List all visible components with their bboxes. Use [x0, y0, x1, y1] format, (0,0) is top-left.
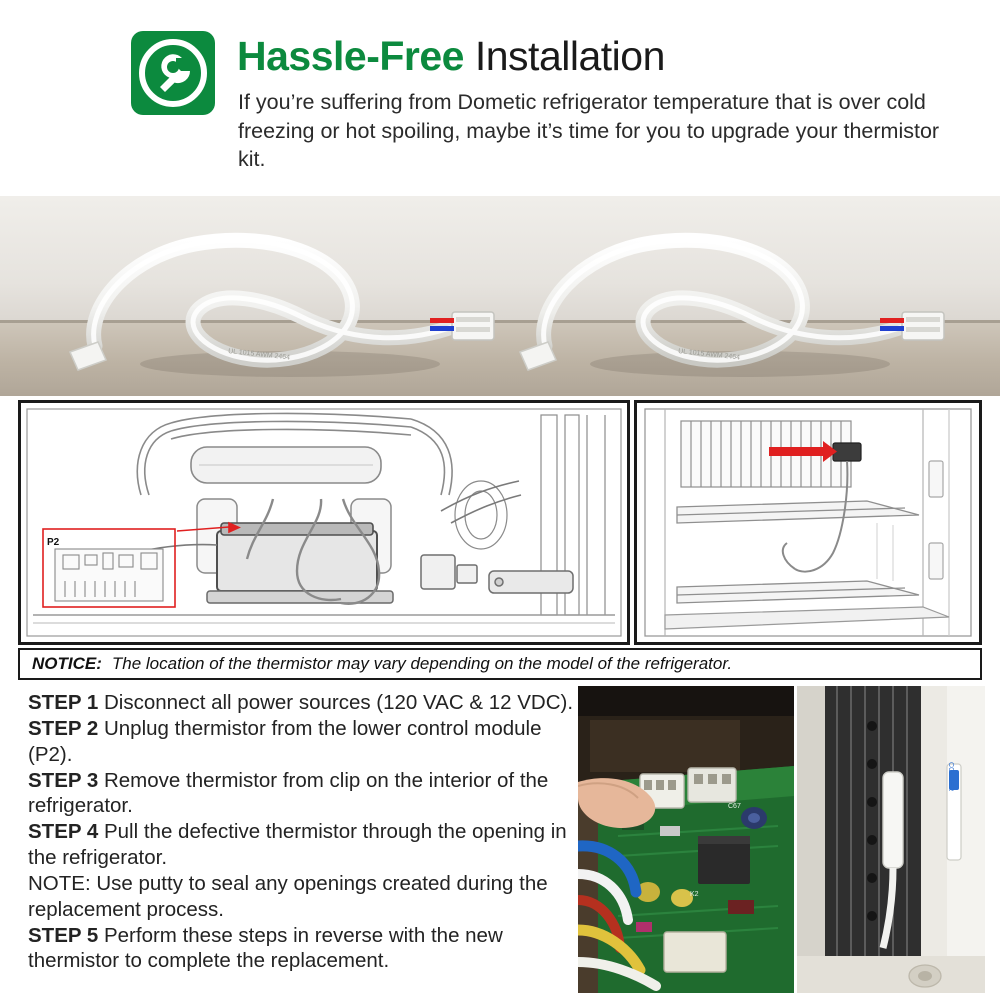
step-item — [28, 819, 573, 870]
step-label: STEP 2 — [28, 717, 99, 741]
step-label: STEP 4 — [28, 820, 99, 844]
refrigerator-interior-diagram — [634, 400, 982, 645]
notice-bar — [18, 648, 982, 680]
note-label: NOTE: — [28, 872, 91, 896]
page-title-highlight: Hassle-Free — [237, 33, 464, 79]
refrigerator-rear-assembly-diagram — [18, 400, 630, 645]
steps-list — [28, 690, 573, 975]
svg-text:K2: K2 — [690, 891, 699, 898]
thermistor-clip-photo — [797, 686, 985, 993]
thermistor-cable-right — [520, 240, 944, 370]
thermistor-cable-photo — [0, 196, 1000, 396]
note-item — [28, 871, 573, 922]
step-text: Unplug thermistor from the lower control module (P2). — [28, 717, 542, 766]
diagram-label-p2: P2 — [47, 537, 60, 548]
step-item — [28, 768, 573, 819]
svg-text:UL 1015 AWM 2464: UL 1015 AWM 2464 — [227, 348, 291, 362]
step-label: STEP 3 — [28, 768, 99, 792]
control-board-photo — [578, 686, 794, 993]
diagram-row — [18, 400, 982, 645]
header — [0, 0, 1000, 196]
svg-text:C67: C67 — [728, 803, 741, 810]
step-text: Pull the defective thermistor through the opening in the refrigerator. — [28, 820, 567, 870]
notice-label: NOTICE: — [32, 654, 102, 673]
step-label: STEP 5 — [28, 923, 99, 947]
thermistor-cable-left — [70, 240, 494, 370]
cable-illustration — [0, 196, 1000, 396]
step-item — [28, 690, 573, 716]
wrench-circle-icon — [131, 31, 215, 115]
svg-text:UL 1015 AWM 2464: UL 1015 AWM 2464 — [677, 348, 741, 362]
page-title — [237, 32, 665, 80]
thermistor-clip-target — [833, 443, 861, 461]
note-text: Use putty to seal any openings created during the replacement process. — [28, 872, 548, 921]
notice-text: The location of the thermistor may vary depending on the model of the refrigerator. — [111, 654, 733, 673]
step-text: Perform these steps in reverse with the new thermistor to complete the replacement. — [28, 923, 503, 973]
step-label: STEP 1 — [28, 691, 99, 714]
step-item — [28, 716, 573, 767]
page-title-rest: Installation — [463, 33, 665, 79]
page-subtitle: If you’re suffering from Dometic refrigerator temperature that is over cold freezing or hot spoiling, maybe it’s time for you to upgrade your thermistor kit. — [238, 90, 940, 171]
step-item — [28, 923, 573, 974]
step-text: Remove thermistor from clip on the interior of the refrigerator. — [28, 768, 549, 818]
step-text: Disconnect all power sources (120 VAC & 12 VDC). — [98, 691, 574, 714]
svg-text:COLDER: COLDER — [947, 762, 954, 792]
